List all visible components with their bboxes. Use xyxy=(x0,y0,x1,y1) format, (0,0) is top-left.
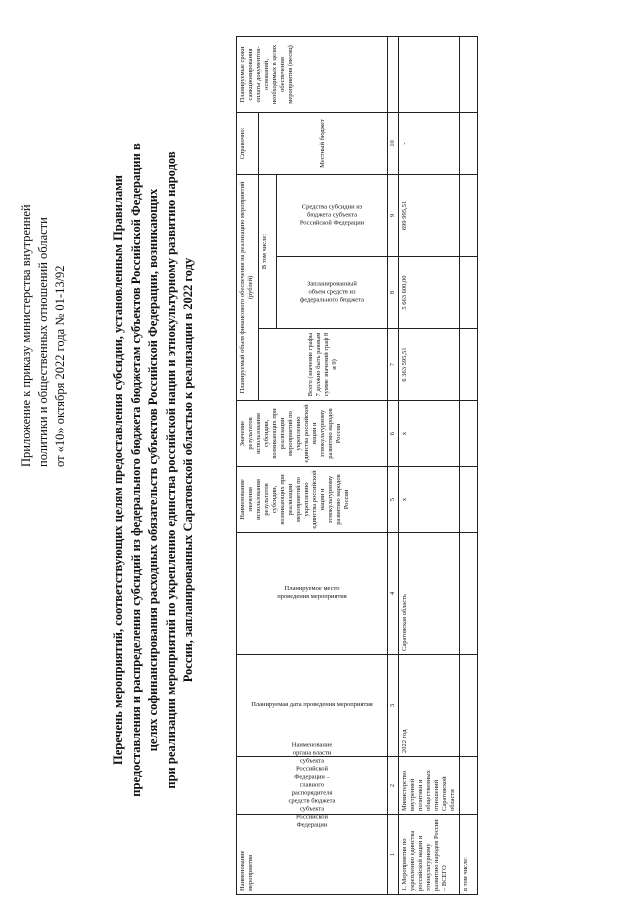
column-number: 4 xyxy=(388,533,399,655)
column-number: 1 xyxy=(388,815,399,895)
column-number: 2 xyxy=(388,757,399,815)
header-authority xyxy=(237,741,388,829)
row-event: 1. Мероприятия по укреплению единства российской нации и этнокультурному развитию народов России – ВСЕГО xyxy=(399,815,460,895)
row-total: 6 363 595,51 xyxy=(399,329,460,401)
header-planned-date-text: Планируемая дата проведения мероприятия xyxy=(251,701,373,709)
empty-cell xyxy=(460,757,478,815)
appendix-line: от «10» октября 2022 года № 01-13/92 xyxy=(53,265,67,467)
header-event-name: Наименование мероприятия xyxy=(237,815,388,895)
empty-cell xyxy=(460,112,478,174)
title-line: Перечень мероприятий, соответствующих целям предоставления субсидии, установленным Правилами xyxy=(111,175,125,765)
column-numbers-row xyxy=(388,36,399,894)
empty-cell xyxy=(460,36,478,112)
empty-cell xyxy=(460,174,478,256)
header-funding: Планируемый объем финансового обеспечения на реализацию мероприятий (рублей) xyxy=(237,174,259,400)
column-number: 3 xyxy=(388,655,399,757)
empty-cell xyxy=(460,401,478,467)
header-federal xyxy=(277,257,388,329)
column-number: 6 xyxy=(388,401,399,467)
appendix-line: политики и общественных отношений области xyxy=(36,217,50,467)
table-row xyxy=(399,36,460,894)
header-regional xyxy=(277,174,388,256)
header-total: Всего (значение графы 7 должно быть равным сумме значений граф 8 и 9) xyxy=(259,329,388,401)
empty-cell xyxy=(460,655,478,757)
appendix-line: Приложение к приказу министерства внутренней xyxy=(19,204,33,467)
row-date: 2022 год xyxy=(399,655,460,757)
column-number: 5 xyxy=(388,467,399,533)
header-deadlines: Планируемые сроки санкционирования оплаты документов-оснований, необходимых в целях обеспечения мероприятия (месяц) xyxy=(237,36,388,112)
header-reference: Справочно: xyxy=(237,112,259,174)
header-regional-text: Средства субсидии из бюджета субъекта Российской Федерации xyxy=(299,203,365,227)
row-federal: 5 663 600,00 xyxy=(399,257,460,329)
empty-cell xyxy=(460,533,478,655)
row-indicator-name: х xyxy=(399,467,460,533)
column-number: 8 xyxy=(388,257,399,329)
title-line: при реализации мероприятий по укреплению единства российской нации и этнокультурному развитию народов xyxy=(163,151,178,789)
row-indicator-value: х xyxy=(399,401,460,467)
header-including: В том числе: xyxy=(259,174,277,328)
row-deadline xyxy=(399,36,460,112)
row-authority: Министерство внутренней политики и общественных отношений Саратовской области xyxy=(399,757,460,815)
empty-cell xyxy=(460,257,478,329)
column-number xyxy=(388,36,399,112)
row-place: Саратовская область xyxy=(399,533,460,655)
row-regional: 699 995,51 xyxy=(399,174,460,256)
empty-cell xyxy=(460,467,478,533)
header-planned-place xyxy=(237,533,388,655)
title-line: России, запланированных Саратовской областью к реализации в 2022 году xyxy=(181,257,195,683)
row-local: - xyxy=(399,112,460,174)
events-table xyxy=(236,36,478,895)
column-number: 9 xyxy=(388,174,399,256)
title-line: предоставления и распределения субсидий из федерального бюджета бюджетам субъектов Российской Федерации в xyxy=(128,143,143,797)
header-indicator-value: Значение результатов использования субсидии, возникающих при реализации мероприятий по укреплению единства российской нации и этнокультурному развитию народов России xyxy=(237,401,388,467)
empty-cell xyxy=(460,329,478,401)
header-planned-place-text: Планируемое место проведения мероприятия xyxy=(277,585,347,601)
header-authority-text: Наименование органа власти субъекта Российской Федерации – главного распорядителя средств бюджета субъекта Российской Федерации xyxy=(288,741,336,829)
header-federal-text: Запланированный объем средств из федерального бюджета xyxy=(300,280,364,304)
column-number: 7 xyxy=(388,329,399,401)
document-title xyxy=(110,55,198,885)
header-indicator-name: Наименование значения использования результатов субсидии, возникающих при реализации мероприятий по укреплению единства российской нации и этнокультурному развитию народов России xyxy=(237,467,388,533)
header-local-budget: Местный бюджет xyxy=(259,112,388,174)
appendix-header xyxy=(18,57,69,467)
header-row xyxy=(237,36,259,894)
column-number: 10 xyxy=(388,112,399,174)
table-row xyxy=(460,36,478,894)
row-event: в том числе: xyxy=(460,815,478,895)
title-line: целях софинансирования расходных обязательств субъектов Российской Федерации, возникающих xyxy=(146,188,160,752)
